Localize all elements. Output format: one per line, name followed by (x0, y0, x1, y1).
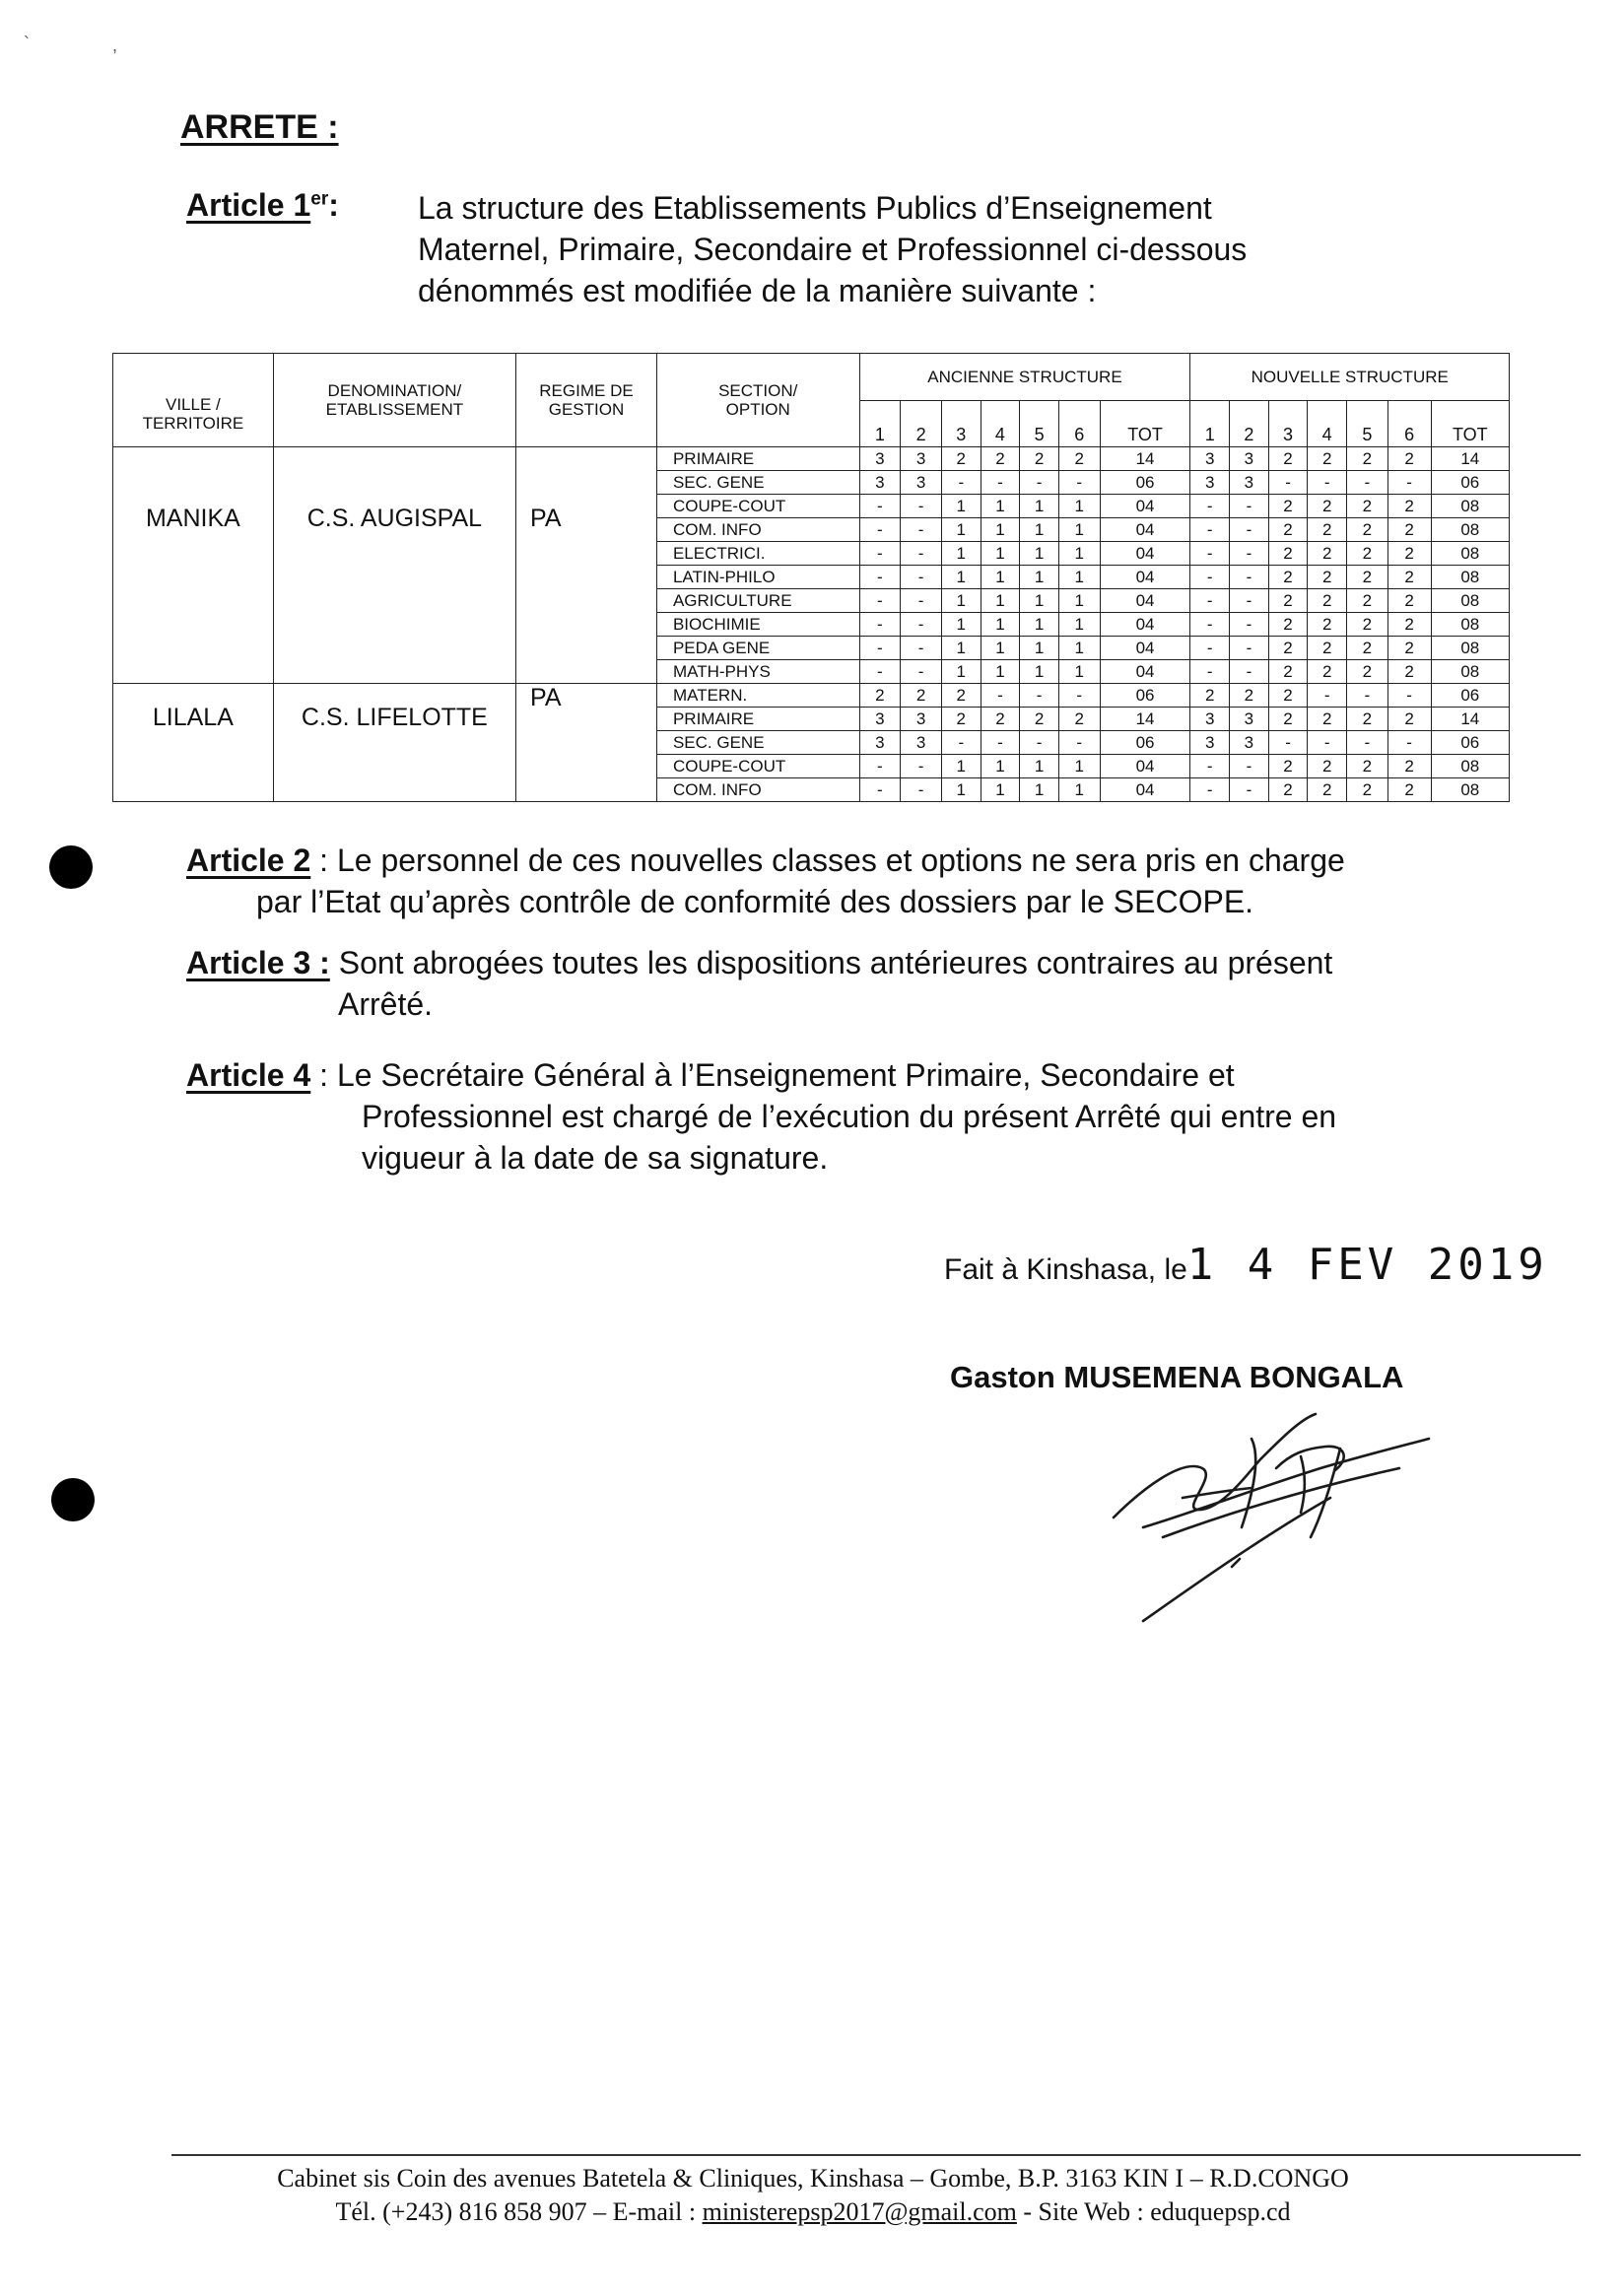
article-4 (186, 1054, 1440, 1179)
cell-nouvelle-value: - (1230, 613, 1269, 637)
cell-ancienne-value: 06 (1100, 731, 1190, 755)
cell-nouvelle-value: 2 (1387, 613, 1431, 637)
cell-nouvelle-value: 08 (1431, 589, 1509, 613)
cell-ancienne-value: - (901, 518, 942, 542)
header-nouvelle-col: 5 (1347, 401, 1388, 447)
cell-ancienne-value: - (901, 495, 942, 518)
cell-ancienne-value: - (1020, 684, 1059, 708)
cell-option: BIOCHIMIE (656, 613, 859, 637)
cell-ancienne-value: 1 (941, 755, 981, 778)
date-stamp: 1 4 FEV 2019 (1186, 1240, 1548, 1290)
cell-option: COUPE-COUT (656, 755, 859, 778)
cell-nouvelle-value: 08 (1431, 518, 1509, 542)
cell-regime: PA (516, 684, 657, 802)
cell-ancienne-value: 1 (941, 589, 981, 613)
cell-ancienne-value: - (1058, 684, 1100, 708)
cell-ancienne-value: 1 (941, 495, 981, 518)
cell-nouvelle-value: - (1308, 731, 1347, 755)
cell-nouvelle-value: - (1190, 637, 1230, 660)
cell-ancienne-value: 04 (1100, 566, 1190, 589)
cell-ancienne-value: 2 (941, 708, 981, 731)
cell-ancienne-value: 1 (1058, 589, 1100, 613)
cell-nouvelle-value: - (1230, 589, 1269, 613)
cell-nouvelle-value: 2 (1268, 637, 1308, 660)
article-2-text-cont: par l’Etat qu’après contrôle de conformité des dossiers par le SECOPE. (256, 884, 1254, 919)
cell-nouvelle-value: 2 (1308, 566, 1347, 589)
cell-ancienne-value: - (859, 778, 901, 802)
cell-nouvelle-value: 2 (1387, 542, 1431, 566)
cell-ancienne-value: 2 (1020, 708, 1059, 731)
header-nouvelle-col: 4 (1308, 401, 1347, 447)
cell-ancienne-value: 1 (941, 660, 981, 684)
article-3 (186, 942, 1440, 1025)
cell-ancienne-value: - (901, 589, 942, 613)
cell-nouvelle-value: 2 (1347, 495, 1388, 518)
header-regime: REGIME DE GESTION (516, 354, 657, 447)
punch-hole (49, 845, 93, 889)
cell-nouvelle-value: 2 (1387, 589, 1431, 613)
cell-nouvelle-value: - (1230, 495, 1269, 518)
cell-ancienne-value: 1 (981, 637, 1020, 660)
cell-nouvelle-value: 2 (1347, 660, 1388, 684)
page-heading: ARRETE : (180, 108, 339, 146)
cell-nouvelle-value: 2 (1190, 684, 1230, 708)
cell-nouvelle-value: 2 (1268, 708, 1308, 731)
cell-ancienne-value: 2 (941, 684, 981, 708)
cell-nouvelle-value: 2 (1308, 447, 1347, 471)
cell-ancienne-value: 1 (1058, 542, 1100, 566)
header-ancienne-col: TOT (1100, 401, 1190, 447)
cell-ancienne-value: 3 (901, 708, 942, 731)
cell-nouvelle-value: 2 (1387, 566, 1431, 589)
header-section: SECTION/ OPTION (656, 354, 859, 447)
header-ancienne-col: 1 (859, 401, 901, 447)
cell-ancienne-value: 1 (981, 755, 1020, 778)
scan-mark: , (112, 35, 118, 55)
cell-ancienne-value: 1 (1058, 613, 1100, 637)
cell-nouvelle-value: 2 (1347, 613, 1388, 637)
cell-ancienne-value: 1 (981, 495, 1020, 518)
cell-nouvelle-value: 08 (1431, 755, 1509, 778)
cell-ancienne-value: 2 (981, 447, 1020, 471)
cell-nouvelle-value: 2 (1268, 778, 1308, 802)
cell-nouvelle-value: - (1230, 518, 1269, 542)
cell-option: SEC. GENE (656, 471, 859, 495)
article-2 (186, 840, 1440, 922)
cell-etablissement: C.S. AUGISPAL (273, 447, 515, 684)
cell-nouvelle-value: 06 (1431, 684, 1509, 708)
handwritten-signature (1104, 1399, 1439, 1626)
cell-ancienne-value: 06 (1100, 684, 1190, 708)
cell-ancienne-value: 1 (941, 778, 981, 802)
cell-ancienne-value: - (859, 518, 901, 542)
cell-option: SEC. GENE (656, 731, 859, 755)
cell-ancienne-value: - (859, 566, 901, 589)
cell-ancienne-value: 1 (1020, 542, 1059, 566)
cell-nouvelle-value: 2 (1230, 684, 1269, 708)
cell-nouvelle-value: 08 (1431, 778, 1509, 802)
cell-ancienne-value: 3 (859, 708, 901, 731)
cell-ancienne-value: 1 (941, 518, 981, 542)
cell-ancienne-value: 2 (941, 447, 981, 471)
cell-ancienne-value: 14 (1100, 708, 1190, 731)
cell-nouvelle-value: 2 (1268, 684, 1308, 708)
cell-nouvelle-value: - (1230, 566, 1269, 589)
cell-nouvelle-value: 2 (1347, 447, 1388, 471)
cell-ancienne-value: - (901, 542, 942, 566)
cell-nouvelle-value: 3 (1190, 471, 1230, 495)
cell-nouvelle-value: - (1190, 755, 1230, 778)
cell-nouvelle-value: 3 (1230, 447, 1269, 471)
cell-option: PEDA GENE (656, 637, 859, 660)
cell-option: MATH-PHYS (656, 660, 859, 684)
cell-ancienne-value: 1 (981, 778, 1020, 802)
header-ancienne-col: 5 (1020, 401, 1059, 447)
cell-option: AGRICULTURE (656, 589, 859, 613)
cell-nouvelle-value: 08 (1431, 495, 1509, 518)
cell-nouvelle-value: 3 (1230, 708, 1269, 731)
fait-label: Fait à Kinshasa, le (944, 1253, 1187, 1286)
cell-ancienne-value: 1 (1058, 778, 1100, 802)
cell-ancienne-value: 1 (1020, 589, 1059, 613)
cell-nouvelle-value: 08 (1431, 660, 1509, 684)
header-nouvelle-col: 6 (1387, 401, 1431, 447)
cell-ancienne-value: 1 (1020, 778, 1059, 802)
cell-regime: PA (516, 447, 657, 684)
cell-option: COUPE-COUT (656, 495, 859, 518)
cell-ancienne-value: 1 (1020, 613, 1059, 637)
cell-option: COM. INFO (656, 518, 859, 542)
cell-ancienne-value: 3 (901, 731, 942, 755)
cell-ancienne-value: 3 (901, 471, 942, 495)
cell-nouvelle-value: - (1308, 684, 1347, 708)
header-nouvelle-col: 1 (1190, 401, 1230, 447)
cell-ancienne-value: 3 (859, 731, 901, 755)
cell-nouvelle-value: 2 (1268, 542, 1308, 566)
cell-nouvelle-value: 08 (1431, 566, 1509, 589)
cell-ancienne-value: 1 (1058, 566, 1100, 589)
cell-nouvelle-value: 2 (1387, 778, 1431, 802)
cell-ancienne-value: 1 (981, 566, 1020, 589)
cell-option: MATERN. (656, 684, 859, 708)
cell-ancienne-value: 04 (1100, 495, 1190, 518)
cell-nouvelle-value: - (1190, 518, 1230, 542)
cell-ancienne-value: 1 (1020, 637, 1059, 660)
cell-nouvelle-value: 3 (1230, 471, 1269, 495)
cell-nouvelle-value: 2 (1347, 778, 1388, 802)
cell-nouvelle-value: - (1190, 495, 1230, 518)
cell-nouvelle-value: 2 (1268, 447, 1308, 471)
cell-ancienne-value: 1 (1058, 755, 1100, 778)
cell-nouvelle-value: - (1268, 471, 1308, 495)
cell-nouvelle-value: - (1387, 684, 1431, 708)
cell-option: PRIMAIRE (656, 447, 859, 471)
cell-ancienne-value: - (1058, 731, 1100, 755)
cell-nouvelle-value: 2 (1387, 518, 1431, 542)
cell-nouvelle-value: 2 (1308, 637, 1347, 660)
cell-nouvelle-value: 2 (1268, 495, 1308, 518)
cell-nouvelle-value: - (1347, 731, 1388, 755)
cell-nouvelle-value: 2 (1308, 660, 1347, 684)
footer-address: Cabinet sis Coin des avenues Batetela & Cliniques, Kinshasa – Gombe, B.P. 3163 KIN I – R.D.CONGO (277, 2164, 1349, 2193)
header-ancienne-structure: ANCIENNE STRUCTURE (859, 354, 1190, 401)
cell-ancienne-value: 1 (1020, 660, 1059, 684)
article-2-text: : Le personnel de ces nouvelles classes et options ne sera pris en charge (310, 843, 1345, 878)
cell-ancienne-value: 04 (1100, 660, 1190, 684)
cell-ancienne-value: 3 (859, 471, 901, 495)
cell-nouvelle-value: - (1308, 471, 1347, 495)
cell-nouvelle-value: 2 (1387, 755, 1431, 778)
cell-ancienne-value: 1 (941, 542, 981, 566)
cell-nouvelle-value: 2 (1347, 542, 1388, 566)
cell-ancienne-value: 2 (1058, 708, 1100, 731)
cell-nouvelle-value: - (1387, 471, 1431, 495)
cell-nouvelle-value: - (1230, 755, 1269, 778)
cell-ancienne-value: 04 (1100, 778, 1190, 802)
cell-ancienne-value: - (901, 660, 942, 684)
cell-ancienne-value: - (901, 637, 942, 660)
cell-nouvelle-value: 14 (1431, 708, 1509, 731)
footer-divider (171, 2154, 1581, 2156)
cell-ancienne-value: 1 (1058, 518, 1100, 542)
scan-mark: ` (24, 34, 30, 53)
cell-nouvelle-value: 3 (1190, 731, 1230, 755)
cell-ancienne-value: - (941, 471, 981, 495)
cell-nouvelle-value: 3 (1230, 731, 1269, 755)
cell-ancienne-value: 04 (1100, 542, 1190, 566)
cell-nouvelle-value: 2 (1387, 637, 1431, 660)
cell-nouvelle-value: 08 (1431, 613, 1509, 637)
article-4-text: : Le Secrétaire Général à l’Enseignement Primaire, Secondaire et (310, 1057, 1235, 1093)
cell-ancienne-value: - (859, 613, 901, 637)
cell-nouvelle-value: - (1347, 471, 1388, 495)
cell-ancienne-value: 1 (1058, 495, 1100, 518)
cell-ancienne-value: 04 (1100, 637, 1190, 660)
cell-nouvelle-value: 2 (1308, 495, 1347, 518)
cell-ancienne-value: 1 (981, 542, 1020, 566)
cell-ancienne-value: 1 (981, 518, 1020, 542)
cell-ancienne-value: 1 (941, 566, 981, 589)
cell-ancienne-value: 2 (1020, 447, 1059, 471)
cell-nouvelle-value: 2 (1347, 566, 1388, 589)
article-1-text: La structure des Etablissements Publics d’Enseignement Maternel, Primaire, Secondaire et Professionnel ci-dessous dénommés est modifiée de la manière suivante : (418, 190, 1248, 308)
cell-nouvelle-value: 2 (1387, 495, 1431, 518)
cell-nouvelle-value: 2 (1268, 660, 1308, 684)
cell-nouvelle-value: - (1230, 637, 1269, 660)
cell-nouvelle-value: 2 (1387, 708, 1431, 731)
cell-ville: MANIKA (113, 447, 274, 684)
article-3-label: Article 3 : (186, 945, 330, 980)
cell-ancienne-value: - (859, 495, 901, 518)
cell-option: ELECTRICI. (656, 542, 859, 566)
cell-nouvelle-value: - (1230, 778, 1269, 802)
cell-nouvelle-value: 08 (1431, 542, 1509, 566)
cell-ancienne-value: - (859, 755, 901, 778)
cell-ancienne-value: 1 (1020, 495, 1059, 518)
cell-option: PRIMAIRE (656, 708, 859, 731)
cell-nouvelle-value: 2 (1268, 613, 1308, 637)
cell-nouvelle-value: 2 (1308, 755, 1347, 778)
header-nouvelle-structure: NOUVELLE STRUCTURE (1190, 354, 1510, 401)
article-2-label: Article 2 (186, 843, 311, 878)
signer-name: Gaston MUSEMENA BONGALA (950, 1360, 1404, 1394)
article-4-text-cont: vigueur à la date de sa signature. (362, 1140, 829, 1176)
cell-nouvelle-value: - (1190, 613, 1230, 637)
cell-nouvelle-value: 2 (1347, 518, 1388, 542)
article-3-text: Sont abrogées toutes les dispositions antérieures contraires au présent (329, 945, 1333, 980)
cell-nouvelle-value: 2 (1347, 589, 1388, 613)
cell-ancienne-value: 3 (901, 447, 942, 471)
cell-nouvelle-value: - (1230, 542, 1269, 566)
cell-ancienne-value: 1 (981, 613, 1020, 637)
cell-ancienne-value: - (859, 660, 901, 684)
cell-nouvelle-value: 2 (1268, 518, 1308, 542)
cell-nouvelle-value: 2 (1268, 755, 1308, 778)
cell-nouvelle-value: 2 (1268, 589, 1308, 613)
cell-nouvelle-value: - (1190, 778, 1230, 802)
table-row (113, 684, 1510, 708)
header-nouvelle-col: 2 (1230, 401, 1269, 447)
cell-ancienne-value: 2 (859, 684, 901, 708)
cell-ancienne-value: 2 (981, 708, 1020, 731)
cell-nouvelle-value: 2 (1268, 566, 1308, 589)
article-1-label: Article 1er: (186, 187, 339, 223)
cell-ancienne-value: - (1058, 471, 1100, 495)
cell-ancienne-value: 04 (1100, 755, 1190, 778)
cell-ancienne-value: - (981, 684, 1020, 708)
article-4-text-cont: Professionnel est chargé de l’exécution du présent Arrêté qui entre en (362, 1099, 1337, 1134)
cell-nouvelle-value: 2 (1347, 708, 1388, 731)
cell-ancienne-value: - (1020, 471, 1059, 495)
cell-ancienne-value: - (901, 755, 942, 778)
cell-ville: LILALA (113, 684, 274, 802)
cell-ancienne-value: 1 (1058, 660, 1100, 684)
cell-ancienne-value: - (981, 471, 1020, 495)
footer-contact: Tél. (+243) 816 858 907 – E-mail : ministerepsp2017@gmail.com - Site Web : eduquepsp.cd (335, 2197, 1291, 2226)
cell-nouvelle-value: 2 (1308, 778, 1347, 802)
header-ville: VILLE / TERRITOIRE (113, 354, 274, 447)
cell-ancienne-value: 1 (1020, 566, 1059, 589)
cell-option: COM. INFO (656, 778, 859, 802)
cell-ancienne-value: - (901, 613, 942, 637)
cell-ancienne-value: 04 (1100, 613, 1190, 637)
cell-ancienne-value: 14 (1100, 447, 1190, 471)
cell-ancienne-value: 1 (941, 637, 981, 660)
cell-etablissement: C.S. LIFELOTTE (273, 684, 515, 802)
cell-nouvelle-value: 3 (1190, 447, 1230, 471)
cell-nouvelle-value: 2 (1308, 708, 1347, 731)
cell-nouvelle-value: 2 (1308, 589, 1347, 613)
place-date (944, 1240, 1548, 1290)
cell-nouvelle-value: 08 (1431, 637, 1509, 660)
cell-nouvelle-value: - (1190, 660, 1230, 684)
cell-option: LATIN-PHILO (656, 566, 859, 589)
cell-ancienne-value: - (859, 637, 901, 660)
cell-ancienne-value: - (1020, 731, 1059, 755)
cell-nouvelle-value: 2 (1308, 613, 1347, 637)
cell-ancienne-value: - (941, 731, 981, 755)
cell-nouvelle-value: - (1387, 731, 1431, 755)
table-row (113, 447, 1510, 471)
header-nouvelle-col: TOT (1431, 401, 1509, 447)
cell-nouvelle-value: - (1347, 684, 1388, 708)
cell-ancienne-value: 1 (1020, 518, 1059, 542)
cell-ancienne-value: 1 (981, 660, 1020, 684)
cell-ancienne-value: - (859, 589, 901, 613)
article-3-text-cont: Arrêté. (338, 986, 434, 1022)
cell-ancienne-value: 3 (859, 447, 901, 471)
header-ancienne-col: 6 (1058, 401, 1100, 447)
cell-ancienne-value: 1 (1020, 755, 1059, 778)
cell-ancienne-value: 1 (941, 613, 981, 637)
cell-ancienne-value: 04 (1100, 518, 1190, 542)
cell-ancienne-value: 06 (1100, 471, 1190, 495)
article-4-label: Article 4 (186, 1057, 311, 1093)
cell-ancienne-value: - (901, 778, 942, 802)
cell-ancienne-value: 2 (901, 684, 942, 708)
cell-nouvelle-value: 06 (1431, 471, 1509, 495)
cell-nouvelle-value: 14 (1431, 447, 1509, 471)
header-ancienne-col: 3 (941, 401, 981, 447)
cell-nouvelle-value: - (1190, 542, 1230, 566)
header-ancienne-col: 4 (981, 401, 1020, 447)
cell-nouvelle-value: 2 (1308, 542, 1347, 566)
cell-nouvelle-value: - (1190, 589, 1230, 613)
cell-nouvelle-value: - (1268, 731, 1308, 755)
footer-email[interactable]: ministerepsp2017@gmail.com (702, 2197, 1017, 2226)
cell-nouvelle-value: 2 (1347, 755, 1388, 778)
cell-nouvelle-value: 3 (1190, 708, 1230, 731)
cell-ancienne-value: 04 (1100, 589, 1190, 613)
header-denomination: DENOMINATION/ ETABLISSEMENT (273, 354, 515, 447)
cell-nouvelle-value: 2 (1387, 447, 1431, 471)
structure-table (112, 353, 1510, 802)
cell-nouvelle-value: 2 (1347, 637, 1388, 660)
cell-ancienne-value: - (981, 731, 1020, 755)
cell-ancienne-value: - (859, 542, 901, 566)
cell-ancienne-value: - (901, 566, 942, 589)
cell-ancienne-value: 1 (981, 589, 1020, 613)
cell-nouvelle-value: 2 (1387, 660, 1431, 684)
cell-nouvelle-value: 06 (1431, 731, 1509, 755)
cell-nouvelle-value: - (1230, 660, 1269, 684)
header-nouvelle-col: 3 (1268, 401, 1308, 447)
punch-hole (51, 1478, 95, 1521)
cell-nouvelle-value: 2 (1308, 518, 1347, 542)
cell-ancienne-value: 1 (1058, 637, 1100, 660)
cell-ancienne-value: 2 (1058, 447, 1100, 471)
cell-nouvelle-value: - (1190, 566, 1230, 589)
header-ancienne-col: 2 (901, 401, 942, 447)
